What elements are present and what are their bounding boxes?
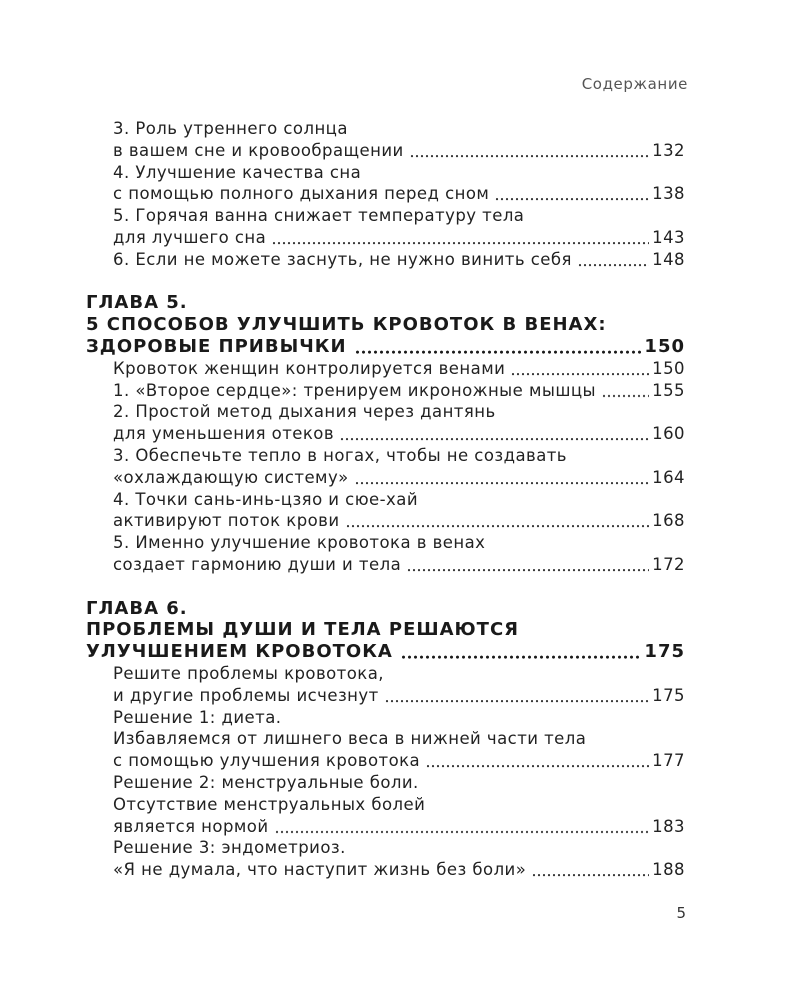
toc-section [86, 598, 685, 881]
dot-leader [346, 510, 650, 532]
page-ref: 164 [652, 467, 685, 487]
toc-entry [86, 401, 685, 445]
toc-entry [86, 380, 685, 402]
page-ref: 177 [652, 751, 685, 771]
toc-entry-last-line [86, 183, 685, 205]
dot-leader [385, 685, 649, 707]
dot-leader [426, 750, 649, 772]
toc-entry-line: 5. Именно улучшение кровотока в венах [113, 533, 486, 553]
toc-entry-line: Решение 2: менструальные боли. [113, 772, 419, 792]
dot-leader [495, 183, 649, 205]
toc-entry-text: активируют поток крови [113, 511, 340, 531]
toc-entry [86, 118, 685, 162]
toc-entry [86, 663, 685, 707]
dot-leader [275, 816, 650, 838]
toc-entry-line: 2. Простой метод дыхания через дантянь [113, 402, 496, 422]
dot-leader [355, 336, 642, 358]
page-ref: 160 [652, 424, 685, 444]
chapter-title-line: ПРОБЛЕМЫ ДУШИ И ТЕЛА РЕШАЮТСЯ [86, 619, 520, 641]
dot-leader [340, 423, 649, 445]
dot-leader [401, 641, 642, 663]
page-ref: 175 [652, 685, 685, 705]
toc-entry-line: Отсутствие менструальных болей [113, 794, 426, 814]
chapter-title-text: УЛУЧШЕНИЕМ КРОВОТОКА [86, 641, 393, 663]
page-ref: 150 [652, 358, 685, 378]
toc-entry-line: Решение 1: диета. [113, 707, 282, 727]
dot-leader [407, 554, 649, 576]
chapter-label: ГЛАВА 5. [86, 292, 188, 314]
toc-entry-last-line [86, 358, 685, 380]
toc-entry-line: 3. Роль утреннего солнца [113, 119, 348, 138]
toc-entry [86, 707, 685, 772]
toc-entry-line: 4. Улучшение качества сна [113, 162, 362, 182]
toc-entry-last-line [86, 467, 685, 489]
toc-entry-line: Избавляемся от лишнего веса в нижней части тела [113, 729, 587, 749]
toc-entry-last-line [86, 510, 685, 532]
toc-entry [86, 837, 685, 881]
page-ref: 172 [652, 554, 685, 574]
toc-entry [86, 489, 685, 533]
toc-section [86, 292, 685, 575]
chapter-title-last-line [86, 336, 685, 358]
toc-entry-text: создает гармонию души и тела [113, 554, 402, 574]
toc-entry [86, 162, 685, 206]
toc-entry-text: Кровоток женщин контролируется венами [113, 358, 506, 378]
dot-leader [511, 358, 649, 380]
toc-entry-line: 4. Точки сань-инь-цзяо и сюе-хай [113, 489, 418, 509]
table-of-contents [86, 118, 685, 881]
page-ref: 132 [652, 140, 685, 160]
dot-leader [355, 467, 649, 489]
dot-leader [532, 859, 649, 881]
page-ref: 138 [652, 184, 685, 204]
toc-entry-line: 5. Горячая ванна снижает температуру тела [113, 206, 525, 226]
toc-entry-last-line [86, 140, 685, 162]
toc-entry-text: с помощью улучшения кровотока [113, 751, 421, 771]
toc-entry-last-line [86, 380, 685, 402]
page-ref: 188 [652, 860, 685, 880]
toc-entry-last-line [86, 227, 685, 249]
chapter-title-line: 5 СПОСОБОВ УЛУЧШИТЬ КРОВОТОК В ВЕНАХ: [86, 314, 607, 336]
toc-entry-text: для лучшего сна [113, 227, 267, 247]
toc-section [86, 118, 685, 271]
toc-entry-line: 3. Обеспечьте тепло в ногах, чтобы не создавать [113, 445, 567, 465]
chapter-label: ГЛАВА 6. [86, 597, 188, 619]
chapter-heading [86, 598, 685, 663]
toc-entry [86, 205, 685, 249]
toc-entry-last-line [86, 685, 685, 707]
toc-entry-text: «охлаждающую систему» [113, 467, 349, 487]
toc-entry [86, 358, 685, 380]
toc-entry-text: является нормой [113, 816, 269, 836]
chapter-heading [86, 292, 685, 357]
toc-entry-text: «Я не думала, что наступит жизнь без боли» [113, 860, 527, 880]
dot-leader [272, 227, 649, 249]
toc-entry-last-line [86, 859, 685, 881]
toc-entry-last-line [86, 423, 685, 445]
page-ref: 143 [652, 227, 685, 247]
chapter-title-text: ЗДОРОВЫЕ ПРИВЫЧКИ [86, 335, 347, 357]
toc-entry-line: Решение 3: эндометриоз. [113, 838, 346, 858]
page-ref: 175 [644, 641, 685, 663]
toc-entry [86, 772, 685, 837]
dot-leader [578, 249, 649, 271]
toc-entry-last-line [86, 554, 685, 576]
toc-entry-last-line [86, 750, 685, 772]
toc-entry [86, 249, 685, 271]
toc-entry-last-line [86, 816, 685, 838]
page-ref: 183 [652, 816, 685, 836]
toc-entry-line: Решите проблемы кровотока, [113, 663, 384, 683]
running-head: Содержание [581, 75, 688, 93]
page-ref: 168 [652, 511, 685, 531]
toc-entry-text: для уменьшения отеков [113, 424, 335, 444]
toc-entry-text: и другие проблемы исчезнут [113, 685, 379, 705]
dot-leader [410, 140, 649, 162]
toc-entry-text: 1. «Второе сердце»: тренируем икроножные мышцы [113, 380, 597, 400]
toc-entry-text: с помощью полного дыхания перед сном [113, 184, 490, 204]
toc-entry-text: 6. Если не можете заснуть, не нужно винить себя [113, 249, 572, 269]
toc-entry [86, 532, 685, 576]
page-ref: 148 [652, 249, 685, 269]
page-ref: 150 [644, 335, 685, 357]
page-ref: 155 [652, 380, 685, 400]
dot-leader [602, 380, 649, 402]
toc-entry-last-line [86, 249, 685, 271]
toc-entry [86, 445, 685, 489]
page-number: 5 [676, 904, 686, 922]
toc-entry-text: в вашем сне и кровообращении [113, 140, 404, 160]
chapter-title-last-line [86, 641, 685, 663]
